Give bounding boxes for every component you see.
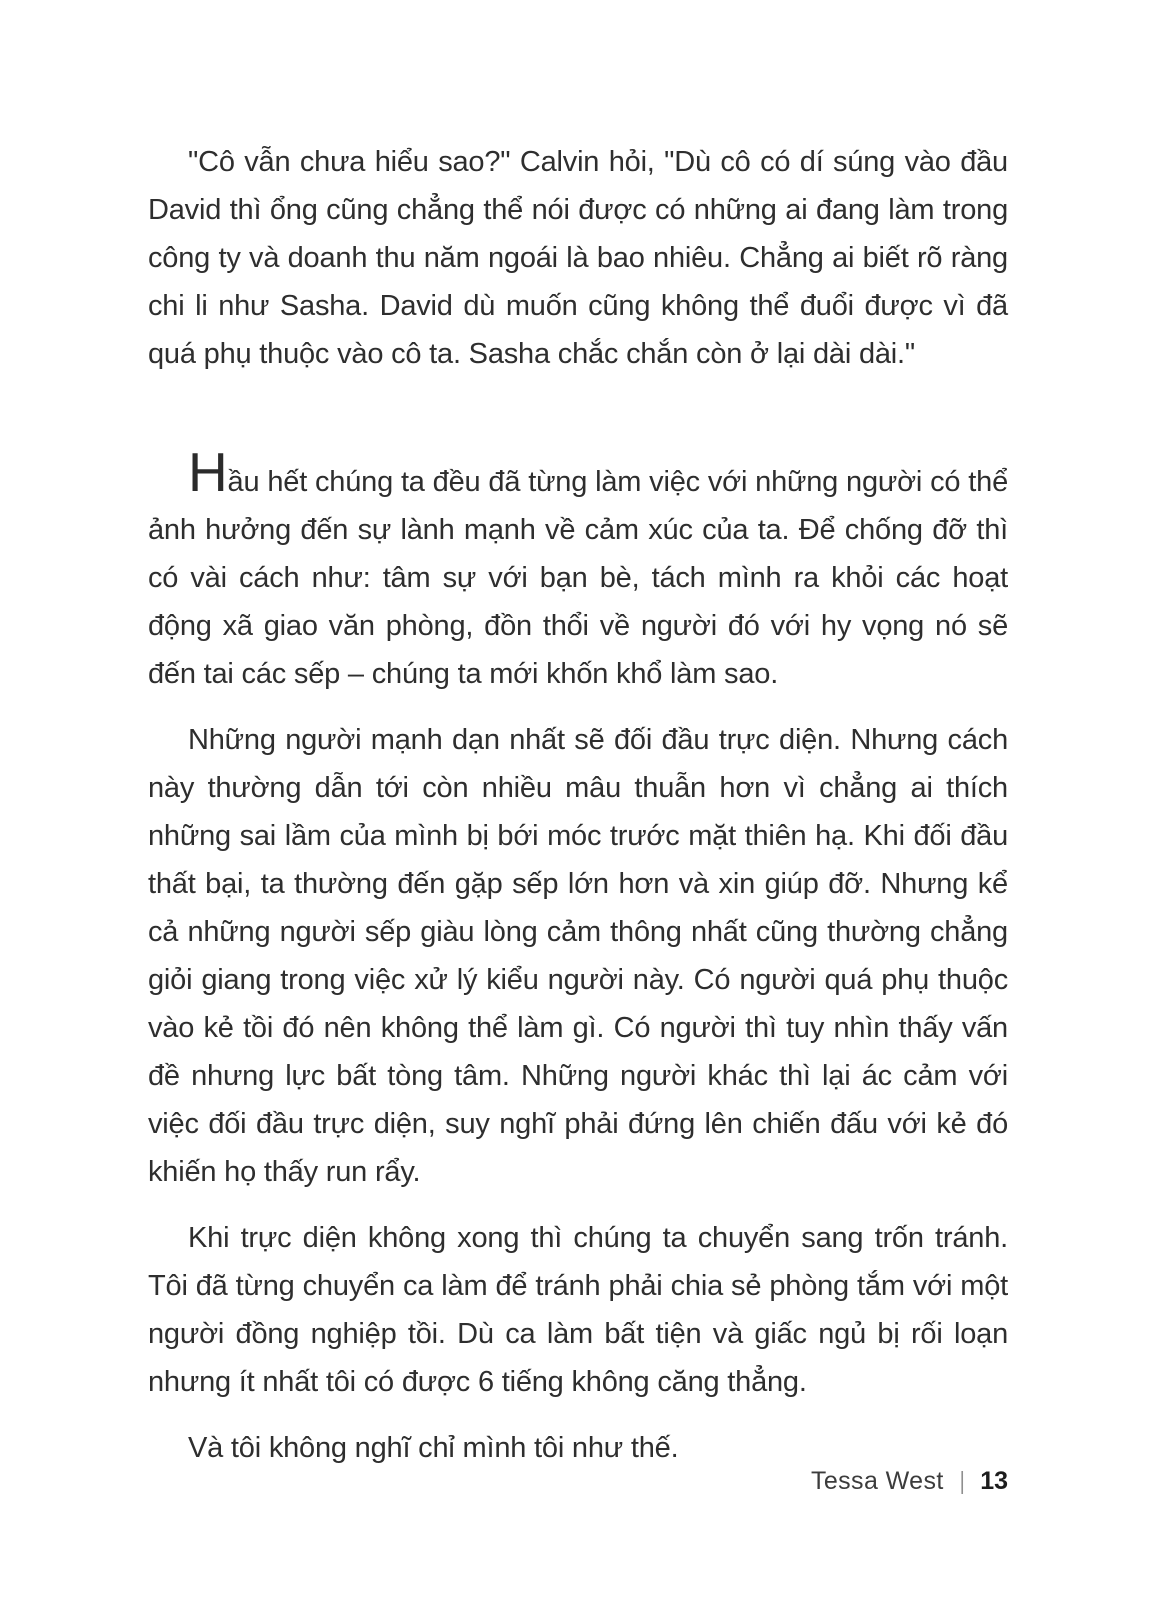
paragraph-section-opening	[148, 441, 1008, 698]
running-footer-author: Tessa West	[810, 1467, 944, 1495]
paragraph-avoidance: Khi trực diện không xong thì chúng ta chuyển sang trốn tránh. Tôi đã từng chuyển ca làm để tránh phải chia sẻ phòng tắm với một người đồng nghiệp tồi. Dù ca làm bất tiện và giấc ngủ bị rối loạn nhưng ít nhất tôi có được 6 tiếng không căng thẳng.	[148, 1222, 1008, 1398]
page-text	[148, 138, 1008, 1472]
raised-initial-cap: H	[188, 441, 228, 503]
page-footer	[811, 1466, 1008, 1496]
paragraph-section-opening-text: ầu hết chúng ta đều đã từng làm việc với những người có thể ảnh hưởng đến sự lành mạnh về cảm xúc của ta. Để chống đỡ thì có vài cách như: tâm sự với bạn bè, tách mình ra khỏi các hoạt động xã giao văn phòng, đồn thổi về người đó với hy vọng nó sẽ đến tai các sếp – chúng ta mới khốn khổ làm sao.	[148, 466, 1008, 690]
paragraph-closing-line: Và tôi không nghĩ chỉ mình tôi như thế.	[188, 1432, 679, 1464]
paragraph-confrontation: Những người mạnh dạn nhất sẽ đối đầu trực diện. Nhưng cách này thường dẫn tới còn nhiều mâu thuẫn hơn vì chẳng ai thích những sai lầm của mình bị bới móc trước mặt thiên hạ. Khi đối đầu thất bại, ta thường đến gặp sếp lớn hơn và xin giúp đỡ. Nhưng kể cả những người sếp giàu lòng cảm thông nhất cũng thường chẳng giỏi giang trong việc xử lý kiểu người này. Có người quá phụ thuộc vào kẻ tồi đó nên không thể làm gì. Có người thì tuy nhìn thấy vấn đề nhưng lực bất tòng tâm. Những người khác thì lại ác cảm với việc đối đầu trực diện, suy nghĩ phải đứng lên chiến đấu với kẻ đó khiến họ thấy run rẩy.	[148, 724, 1008, 1188]
paragraph-dialogue: "Cô vẫn chưa hiểu sao?" Calvin hỏi, "Dù cô có dí súng vào đầu David thì ổng cũng chẳng thể nói được có những ai đang làm trong công ty và doanh thu năm ngoái là bao nhiêu. Chẳng ai biết rõ ràng chi li như Sasha. David dù muốn cũng không thể đuổi được vì đã quá phụ thuộc vào cô ta. Sasha chắc chắn còn ở lại dài dài."	[148, 146, 1008, 370]
page-number: 13	[980, 1467, 1008, 1495]
footer-separator: |	[959, 1467, 965, 1495]
